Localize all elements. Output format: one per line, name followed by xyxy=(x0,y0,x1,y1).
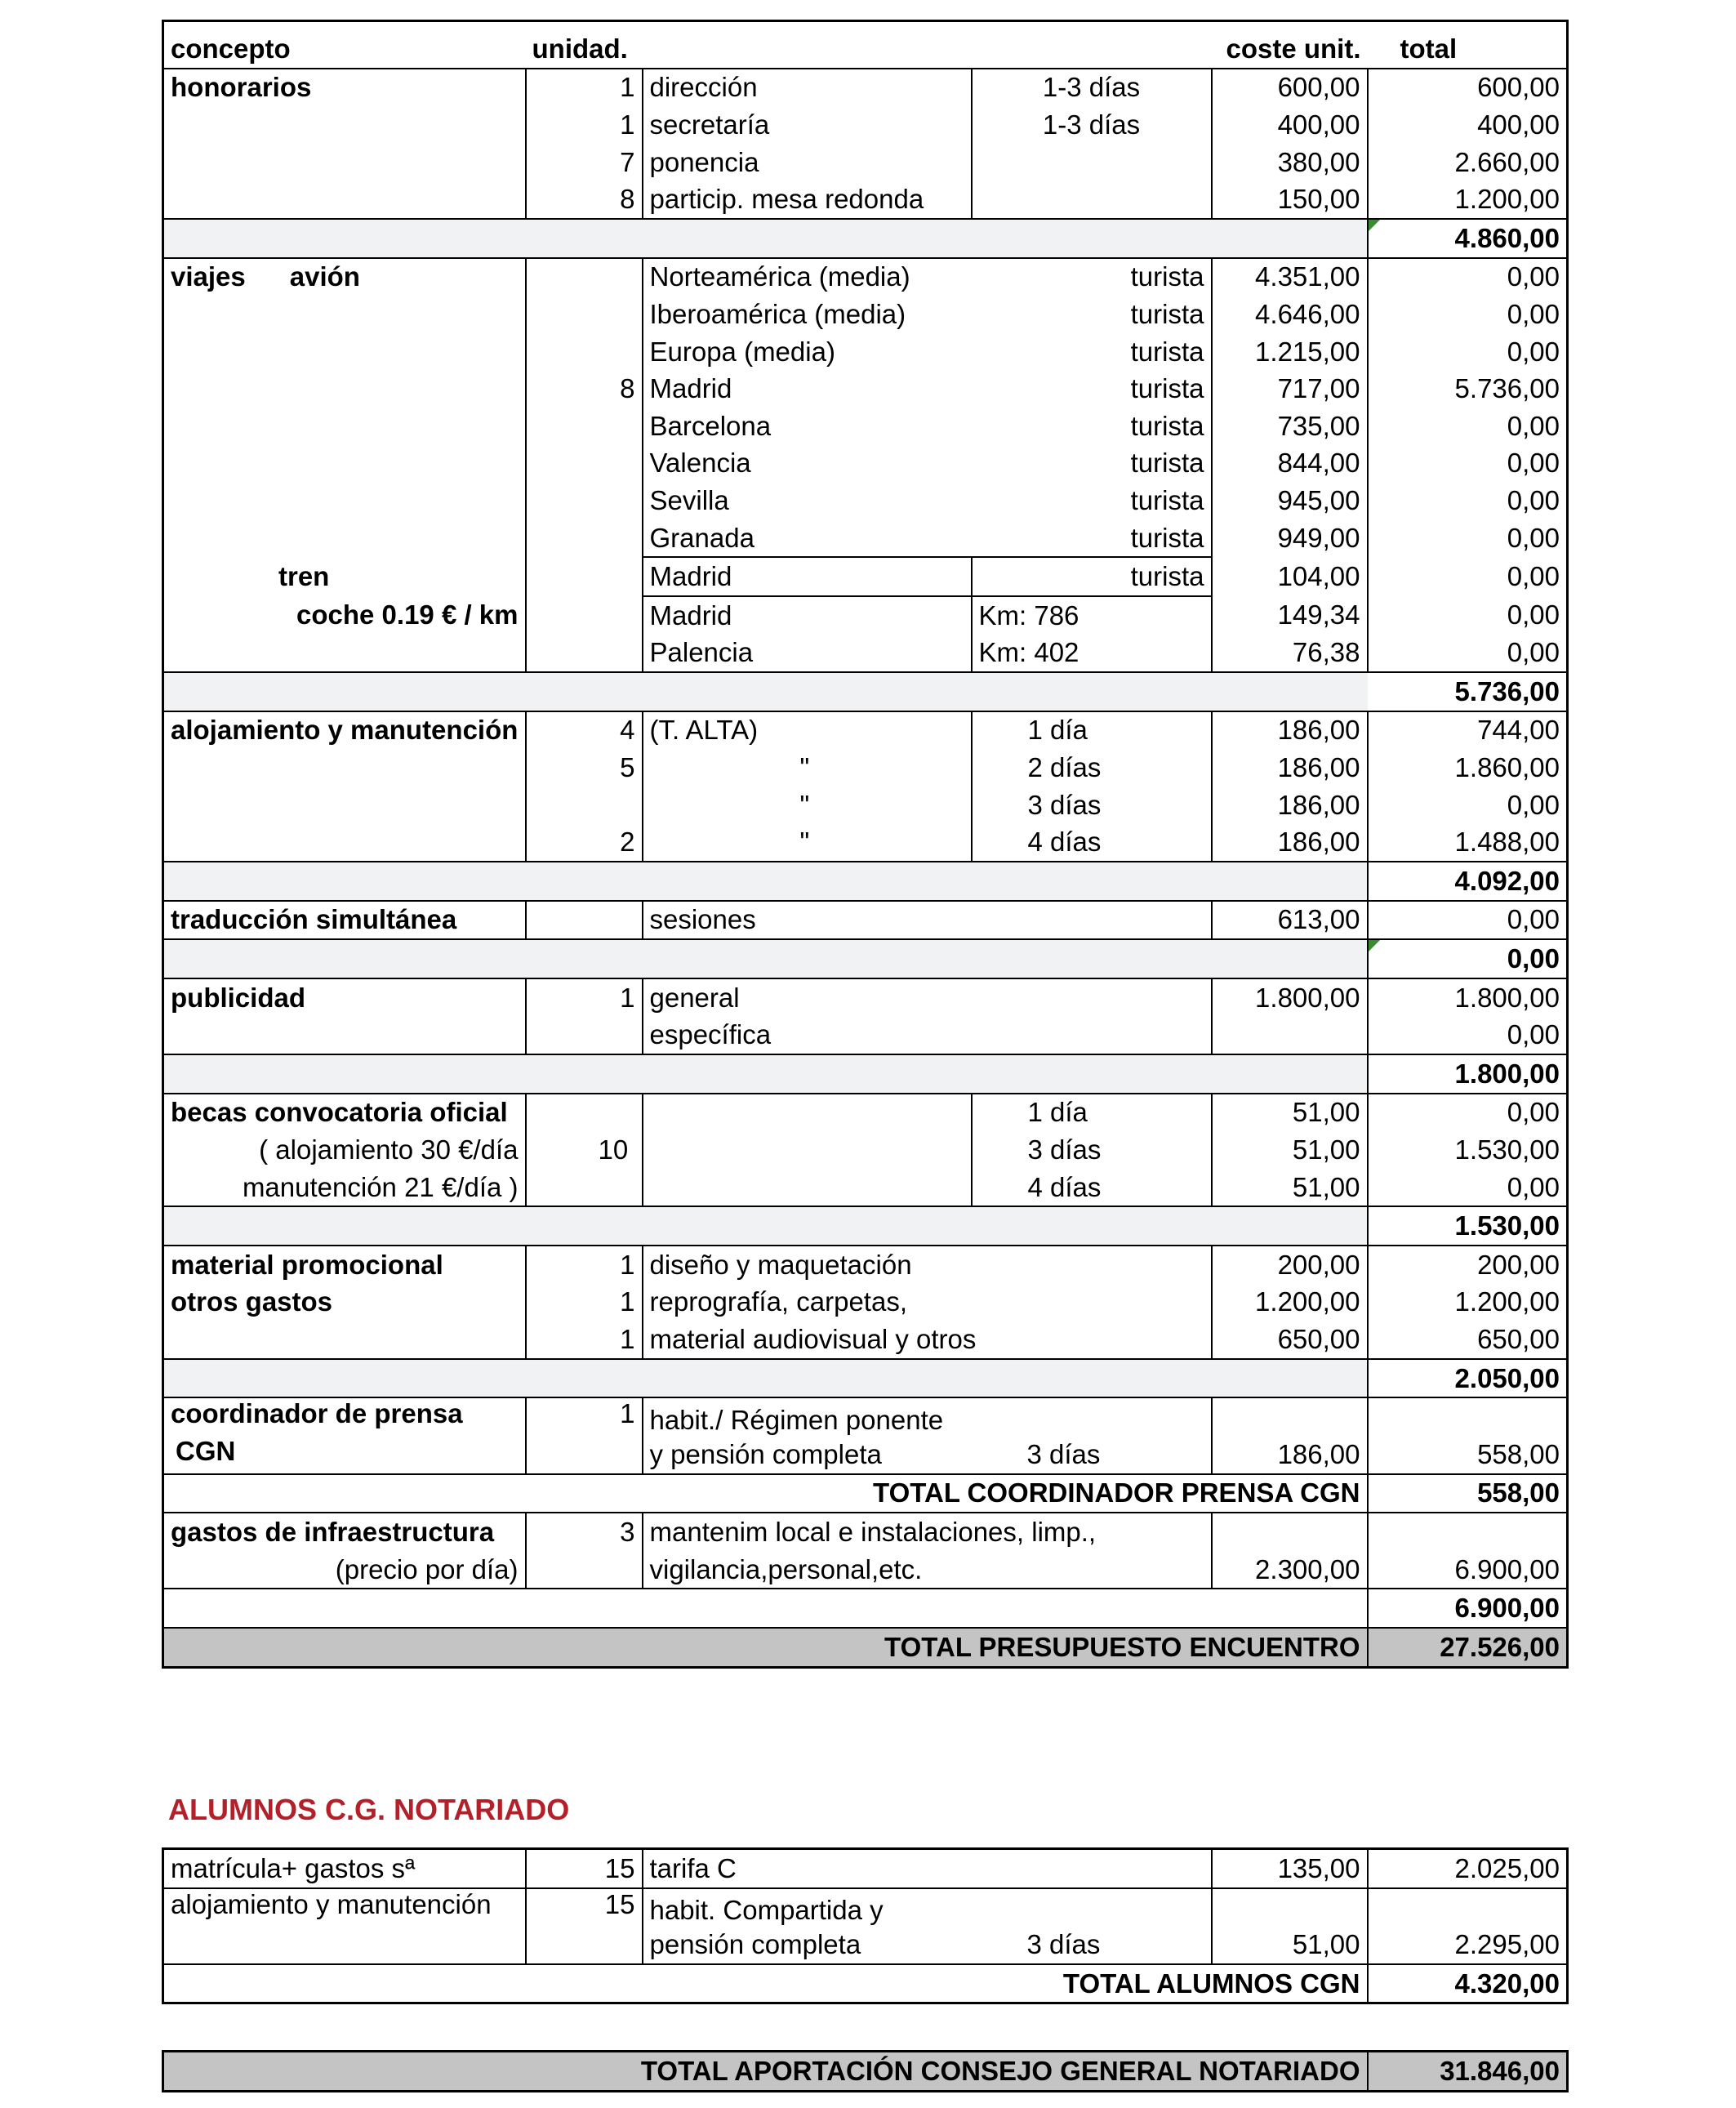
table-row: 5 " 2 días 186,00 1.860,00 xyxy=(163,749,1568,787)
table-row: becas convocatoria oficial 1 día 51,00 0,00 xyxy=(163,1094,1568,1132)
table-row: Sevilla turista 945,00 0,00 xyxy=(163,482,1568,519)
infraestructura-subtotal: 6.900,00 xyxy=(1368,1589,1568,1628)
table-row: Palencia Km: 402 76,38 0,00 xyxy=(163,635,1568,673)
table-row: 1 material audiovisual y otros 650,00 650,00 xyxy=(163,1321,1568,1359)
grand-total-value: 31.846,00 xyxy=(1368,2052,1568,2092)
coordinador-label: coordinador de prensa xyxy=(163,1397,526,1436)
grand-total-table xyxy=(162,2050,1569,2092)
total-encuentro-value: 27.526,00 xyxy=(1368,1628,1568,1667)
table-row: tren Madrid turista 104,00 0,00 xyxy=(163,557,1568,596)
table-row: pensión completa 3 días 51,00 2.295,00 xyxy=(163,1926,1568,1964)
table-row: Europa (media) turista 1.215,00 0,00 xyxy=(163,333,1568,371)
alojamiento-label: alojamiento y manutención xyxy=(163,711,526,750)
table-row: Iberoamérica (media) turista 4.646,00 0,00 xyxy=(163,296,1568,333)
otros-gastos-label: otros gastos xyxy=(163,1284,526,1321)
header-concepto: concepto xyxy=(171,33,291,64)
subtotal-row xyxy=(163,1964,1568,2003)
table-row: (precio por día) vigilancia,personal,etc. 2.300,00 6.900,00 xyxy=(163,1551,1568,1589)
infraestructura-label: gastos de infraestructura xyxy=(163,1513,526,1551)
table-row: " 3 días 186,00 0,00 xyxy=(163,787,1568,824)
table-row: CGN y pensión completa 3 días 186,00 558,00 xyxy=(163,1436,1568,1474)
publicidad-subtotal: 1.800,00 xyxy=(1368,1054,1568,1094)
cgn-label: CGN xyxy=(163,1436,526,1474)
becas-label: becas convocatoria oficial xyxy=(163,1094,526,1132)
honorarios-subtotal: 4.860,00 xyxy=(1368,219,1568,258)
alumnos-alojamiento-label: alojamiento y manutención xyxy=(163,1888,526,1927)
header-row xyxy=(163,21,1568,69)
subtotal-row xyxy=(163,862,1568,901)
table-row: 8 particip. mesa redonda 150,00 1.200,00 xyxy=(163,180,1568,219)
subtotal-row xyxy=(163,939,1568,978)
table-row: matrícula+ gastos sª 15 tarifa C 135,00 2.025,00 xyxy=(163,1849,1568,1888)
table-row: 8 Madrid turista 717,00 5.736,00 xyxy=(163,370,1568,408)
header-total: total xyxy=(1400,33,1458,64)
subtotal-row xyxy=(163,1474,1568,1513)
alojamiento-subtotal: 4.092,00 xyxy=(1368,862,1568,901)
grand-total-label: TOTAL APORTACIÓN CONSEJO GENERAL NOTARIADO xyxy=(163,2052,1368,2092)
table-row: gastos de infraestructura 3 mantenim local e instalaciones, limp., xyxy=(163,1513,1568,1551)
subtotal-row xyxy=(163,1359,1568,1398)
precio-por-dia-label: (precio por día) xyxy=(163,1551,526,1589)
table-row: ( alojamiento 30 €/día 10 3 días 51,00 1.530,00 xyxy=(163,1131,1568,1169)
table-row: viajes avión Norteamérica (media) turista 4.351,00 0,00 xyxy=(163,258,1568,296)
becas-manutencion-note: manutención 21 €/día ) xyxy=(163,1169,526,1207)
table-row: honorarios 1 dirección 1-3 días 600,00 600,00 xyxy=(163,69,1568,107)
table-row: traducción simultánea sesiones 613,00 0,00 xyxy=(163,901,1568,940)
header-unidad: unidad. xyxy=(532,33,628,64)
table-row: coordinador de prensa 1 habit./ Régimen ponente xyxy=(163,1397,1568,1436)
grand-total-row xyxy=(163,2052,1568,2092)
material-label: material promocional xyxy=(163,1246,526,1284)
traduccion-subtotal: 0,00 xyxy=(1368,939,1568,978)
table-row: Valencia turista 844,00 0,00 xyxy=(163,445,1568,483)
subtotal-row xyxy=(163,1206,1568,1246)
honorarios-label: honorarios xyxy=(163,69,526,107)
table-row: manutención 21 €/día ) 4 días 51,00 0,00 xyxy=(163,1169,1568,1207)
table-row: específica 0,00 xyxy=(163,1016,1568,1054)
tren-label: tren xyxy=(163,557,526,596)
subtotal-row xyxy=(163,1054,1568,1094)
table-row: Barcelona turista 735,00 0,00 xyxy=(163,408,1568,445)
viajes-subtotal: 5.736,00 xyxy=(1368,672,1568,711)
table-row: coche 0.19 € / km Madrid Km: 786 149,34 0,00 xyxy=(163,596,1568,635)
table-row: otros gastos 1 reprografía, carpetas, 1.200,00 1.200,00 xyxy=(163,1284,1568,1321)
table-row: alojamiento y manutención 15 habit. Compartida y xyxy=(163,1888,1568,1927)
budget-table xyxy=(162,20,1569,1669)
total-alumnos-value: 4.320,00 xyxy=(1368,1964,1568,2003)
table-row: 1 secretaría 1-3 días 400,00 400,00 xyxy=(163,106,1568,144)
alumnos-section-title: ALUMNOS C.G. NOTARIADO xyxy=(168,1793,570,1826)
total-encuentro-label: TOTAL PRESUPUESTO ENCUENTRO xyxy=(163,1628,1368,1667)
total-coordinador-value: 558,00 xyxy=(1368,1474,1568,1513)
viajes-label: viajes avión xyxy=(163,258,526,296)
table-row: Granada turista 949,00 0,00 xyxy=(163,519,1568,558)
table-row: publicidad 1 general 1.800,00 1.800,00 xyxy=(163,978,1568,1017)
subtotal-row xyxy=(163,672,1568,711)
header-coste: coste unit. xyxy=(1226,33,1361,64)
becas-subtotal: 1.530,00 xyxy=(1368,1206,1568,1246)
becas-alojamiento-note: ( alojamiento 30 €/día xyxy=(163,1131,526,1169)
total-alumnos-label: TOTAL ALUMNOS CGN xyxy=(163,1964,1368,2003)
alumnos-table xyxy=(162,1847,1569,2004)
total-encuentro-row xyxy=(163,1628,1568,1667)
total-coordinador-label: TOTAL COORDINADOR PRENSA CGN xyxy=(163,1474,1368,1513)
material-subtotal: 2.050,00 xyxy=(1368,1359,1568,1398)
table-row: material promocional 1 diseño y maquetación 200,00 200,00 xyxy=(163,1246,1568,1284)
table-row: alojamiento y manutención 4 (T. ALTA) 1 día 186,00 744,00 xyxy=(163,711,1568,750)
table-row: 7 ponencia 380,00 2.660,00 xyxy=(163,144,1568,181)
coche-label: coche 0.19 € / km xyxy=(163,596,526,635)
subtotal-row xyxy=(163,1589,1568,1628)
publicidad-label: publicidad xyxy=(163,978,526,1017)
subtotal-row xyxy=(163,219,1568,258)
table-row: 2 " 4 días 186,00 1.488,00 xyxy=(163,823,1568,862)
matricula-label: matrícula+ gastos sª xyxy=(163,1849,526,1888)
traduccion-label: traducción simultánea xyxy=(163,901,526,940)
